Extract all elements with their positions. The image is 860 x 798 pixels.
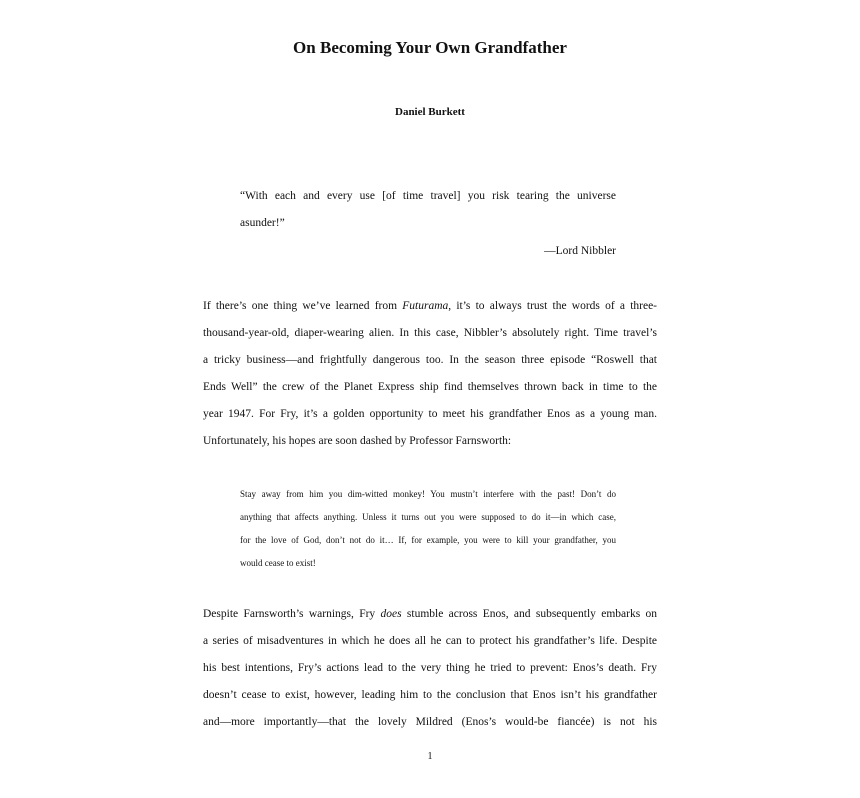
- epigraph-attribution: —Lord Nibbler: [544, 245, 616, 257]
- paragraph-1-line-2: thousand-year-old, diaper-wearing alien. In this case, Nibbler’s absolutely right. Time travel’s: [203, 327, 657, 339]
- epigraph-line-2: asunder!”: [240, 217, 285, 229]
- paragraph-2-line-5: and—more importantly—that the lovely Mildred (Enos’s would-be fiancée) is not his: [203, 716, 657, 728]
- paragraph-2-line-3: his best intentions, Fry’s actions lead to the very thing he tried to prevent: Enos’s death. Fry: [203, 662, 657, 674]
- paragraph-2-line-1-end: stumble across Enos, and subsequently embarks on: [401, 608, 658, 620]
- author-name: Daniel Burkett: [395, 106, 465, 118]
- document-title: On Becoming Your Own Grandfather: [293, 38, 567, 57]
- paragraph-1-line-1-end: , it’s to always trust the words of a three-: [448, 300, 658, 312]
- paragraph-2-line-1: [203, 606, 657, 622]
- page-number: 1: [427, 751, 433, 762]
- paragraph-2-line-4: doesn’t cease to exist, however, leading him to the conclusion that Enos isn’t his grandfather: [203, 689, 657, 701]
- paragraph-1-line-4: Ends Well” the crew of the Planet Express ship find themselves thrown back in time to the: [203, 381, 657, 393]
- paragraph-1-line-1: [203, 298, 657, 314]
- epigraph-line-1: “With each and every use [of time travel] you risk tearing the universe: [240, 190, 616, 202]
- quote-line-4: would cease to exist!: [240, 558, 316, 568]
- paragraph-2-line-2: a series of misadventures in which he does all he can to protect his grandfather’s life. Despite: [203, 635, 657, 647]
- quote-line-2: anything that affects anything. Unless it turns out you were supposed to do it—in which case,: [240, 512, 616, 522]
- paragraph-1-line-5: year 1947. For Fry, it’s a golden opportunity to meet his grandfather Enos as a young man.: [203, 408, 657, 420]
- quote-line-3: for the love of God, don’t not do it… If, for example, you were to kill your grandfather, you: [240, 535, 616, 545]
- paragraph-1-line-1-start: If there’s one thing we’ve learned from: [203, 300, 403, 312]
- paragraph-1-line-3: a tricky business—and frightfully dangerous too. In the season three episode “Roswell that: [203, 354, 657, 366]
- paragraph-1-line-6: Unfortunately, his hopes are soon dashed by Professor Farnsworth:: [203, 435, 512, 447]
- paragraph-2-line-1-start: Despite Farnsworth’s warnings, Fry: [203, 608, 381, 620]
- emphasis-does: does: [380, 608, 402, 620]
- quote-line-1: Stay away from him you dim-witted monkey! You mustn’t interfere with the past! Don’t do: [240, 489, 616, 499]
- futurama-title: Futurama: [402, 300, 449, 312]
